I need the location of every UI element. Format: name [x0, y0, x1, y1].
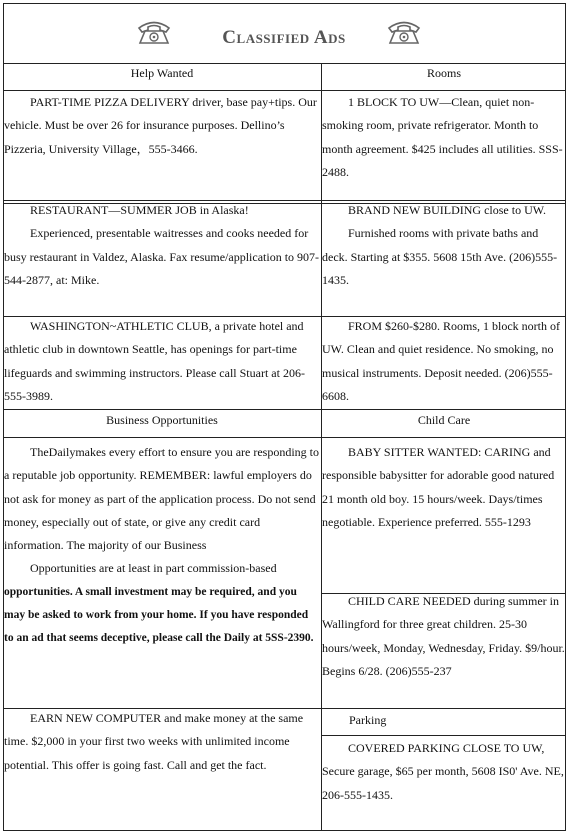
row-divider-parking — [321, 735, 566, 736]
ad-restaurant-alaska: RESTAURANT—SUMMER JOB in Alaska! Experienced, presentable waitresses and cooks needed for busy restaurant in Valdez, Alaska. Fax resume/application to 907-544-2877, at: Mike. — [4, 203, 320, 287]
section-header-child-care: Child Care — [417, 413, 471, 427]
ad-covered-parking: COVERED PARKING CLOSE TO UW, Secure garage, $65 per month, 5608 IS0' Ave. NE, 206-555-1435. — [322, 741, 564, 802]
ad-business-notice: TheDailymakes every effort to ensure you are responding to a reputable job opportunity. REMEMBER: lawful employers do not ask for money as part of the application process. Do not send money, especially out of state, or give any credit card information. The majority of our Business Opportunities are at least in part commission-based opportunities. A small investment may be required, and you may be asked to work from your home. If you have responded to an ad that seems deceptive, please call the Daily at 5SS-2390. — [4, 445, 320, 645]
section-header-help-wanted: Help Wanted — [130, 66, 194, 80]
border-top — [3, 3, 566, 4]
row-divider-3 — [3, 409, 566, 410]
ad-room-uw: 1 BLOCK TO UW—Clean, quiet non-smoking room, private refrigerator. Month to month agreement. $425 includes all utilities. SSS-2488. — [322, 95, 563, 179]
telephone-icon — [386, 19, 422, 45]
ad-child-care-needed: CHILD CARE NEEDED during summer in Wallingford for three great children. 25-30 hours/week, Monday, Wednesday, Friday. $9/hour. Begins 6/28. (206)555-237 — [322, 594, 565, 678]
row-divider-4 — [3, 437, 566, 438]
section-header-rooms: Rooms — [426, 66, 461, 80]
page-title: Classified Ads — [222, 27, 346, 48]
ad-athletic-club: WASHINGTON~ATHLETIC CLUB, a private hotel and athletic club in downtown Seattle, has openings for part-time lifeguards and swimming instructors. Please call Stuart at 206-555-3989. — [4, 319, 305, 403]
border-bottom — [3, 830, 566, 831]
section-header-parking: Parking — [349, 713, 387, 727]
ad-pizza-delivery: PART-TIME PIZZA DELIVERY driver, base pay+tips. Our vehicle. Must be over 26 for insurance purposes. Dellino’s Pizzeria, University Village，555-3466. — [4, 95, 317, 156]
ad-earn-computer: EARN NEW COMPUTER and make money at the same time. $2,000 in your first two weeks with unlimited income potential. This offer is going fast. Call and get the fact. — [4, 711, 304, 772]
ad-baby-sitter: BABY SITTER WANTED: CARING and responsible babysitter for adorable good natured 21 month old boy. 15 hours/week. Days/times negotiable. Experience preferred. 555-1293 — [322, 445, 555, 529]
header-bottom-border — [3, 63, 566, 64]
ad-rooms-from-260: FROM $260-$280. Rooms, 1 block north of UW. Clean and quiet residence. No smoking, no musical instruments. Deposit needed. (206)555-6608. — [322, 319, 561, 403]
section-header-business: Business Opportunities — [106, 413, 218, 427]
ad-brand-new-building: BRAND NEW BUILDING close to UW. Furnished rooms with private baths and deck. Starting at $355. 5608 15th Ave. (206)555-1435. — [322, 203, 558, 287]
